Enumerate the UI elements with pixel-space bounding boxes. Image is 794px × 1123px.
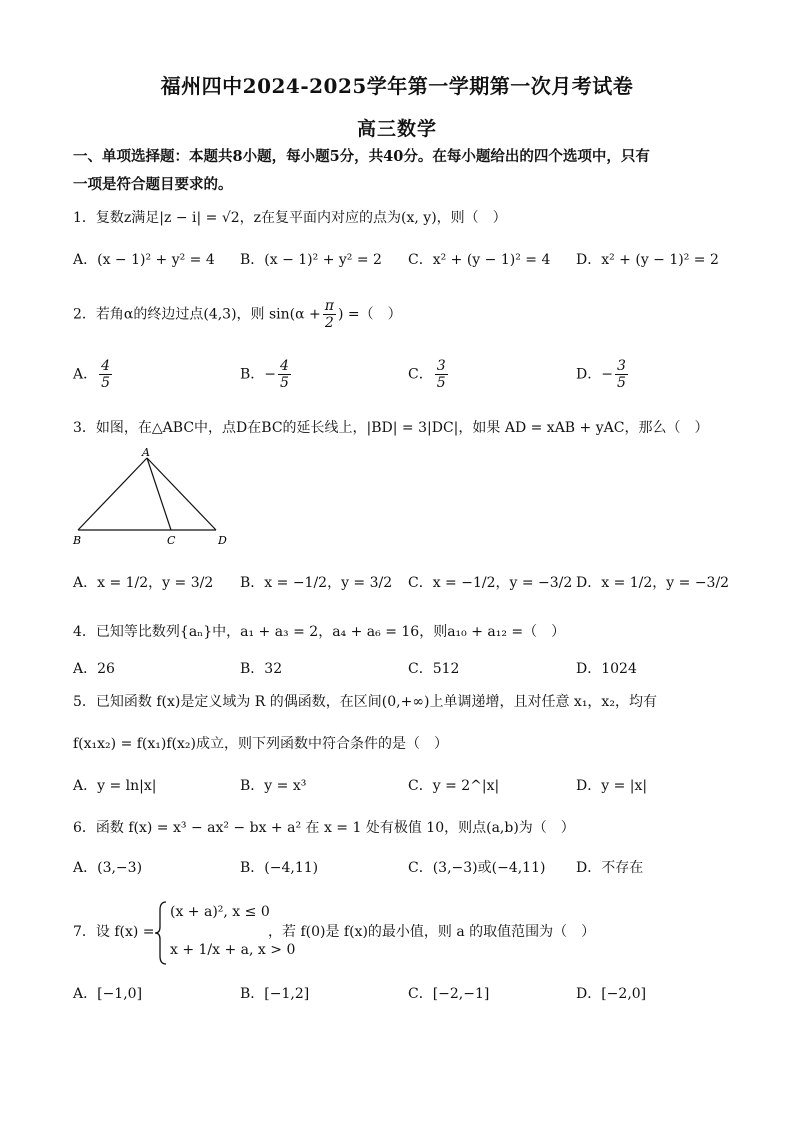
fraction-numerator: 4 bbox=[101, 358, 111, 374]
question-4-stem: 4．已知等比数列{aₙ}中，a₁ + a₃ = 2，a₄ + a₆ = 16，则a₁₀ + a₁₂ =（ ） bbox=[73, 624, 566, 640]
question-4-option-c[interactable]: C．512 bbox=[408, 661, 460, 677]
point-a-label: A bbox=[142, 448, 150, 459]
point-d-label: D bbox=[218, 534, 227, 547]
question-3-option-c[interactable]: C．x = −1/2，y = −3/2 bbox=[408, 575, 573, 591]
fraction-numerator: π bbox=[324, 298, 334, 314]
question-6-option-c[interactable]: C．(3,−3)或(−4,11) bbox=[408, 860, 546, 876]
segment-ad bbox=[147, 458, 216, 530]
section-intro-line2: 一项是符合题目要求的。 bbox=[73, 176, 233, 193]
question-3-option-d[interactable]: D．x = 1/2，y = −3/2 bbox=[576, 575, 730, 591]
question-5-option-d[interactable]: D．y = |x| bbox=[576, 778, 648, 794]
question-1-option-c[interactable]: C．x² + (y − 1)² = 4 bbox=[408, 252, 551, 268]
option-sign: − bbox=[601, 366, 613, 383]
piecewise-brace bbox=[154, 900, 168, 966]
question-7-stem-post: ，若 f(0)是 f(x)的最小值，则 a 的取值范围为（ ） bbox=[268, 924, 596, 940]
question-1-option-b[interactable]: B．(x − 1)² + y² = 2 bbox=[240, 252, 382, 268]
question-1-stem: 1．复数z满足|z − i| = √2，z在复平面内对应的点为(x, y)，则（ ） bbox=[73, 210, 507, 226]
question-1-option-d[interactable]: D．x² + (y − 1)² = 2 bbox=[576, 252, 719, 268]
fraction-numerator: 3 bbox=[436, 358, 446, 374]
question-3-option-a[interactable]: A．x = 1/2，y = 3/2 bbox=[73, 575, 214, 591]
question-7-option-d[interactable]: D．[−2,0] bbox=[576, 986, 647, 1002]
question-5-stem-line2: f(x₁x₂) = f(x₁)f(x₂)成立，则下列函数中符合条件的是（ ） bbox=[73, 736, 448, 752]
question-5-option-a[interactable]: A．y = ln|x| bbox=[73, 778, 157, 794]
fraction-numerator: 4 bbox=[280, 358, 289, 374]
question-2-option-c[interactable] bbox=[408, 358, 450, 391]
question-2-stem-post: ) =（ ） bbox=[337, 306, 402, 323]
question-7-stem-pre: 7．设 f(x) = bbox=[73, 924, 155, 940]
question-6-option-a[interactable]: A．(3,−3) bbox=[73, 860, 143, 876]
question-5-stem-line1: 5．已知函数 f(x)是定义域为 R 的偶函数，在区间(0,+∞)上单调递增，且对任意 x₁，x₂，均有 bbox=[73, 694, 657, 710]
piecewise-case-2: x + 1/x + a, x > 0 bbox=[170, 942, 296, 958]
question-7-option-b[interactable]: B．[−1,2] bbox=[240, 986, 310, 1002]
section-intro bbox=[73, 143, 733, 199]
question-2-option-a[interactable] bbox=[73, 358, 114, 391]
question-2-option-b[interactable] bbox=[240, 358, 293, 391]
question-3-stem: 3．如图，在△ABC中，点D在BC的延长线上，|BD| = 3|DC|，如果 AD = xAB + yAC，那么（ ） bbox=[73, 420, 709, 436]
point-c-label: C bbox=[167, 534, 176, 547]
question-2-fraction bbox=[323, 298, 336, 331]
segment-ac bbox=[147, 458, 171, 530]
question-7-option-a[interactable]: A．[−1,0] bbox=[73, 986, 143, 1002]
option-label: C． bbox=[408, 366, 433, 383]
exam-title: 福州四中2024-2025学年第一学期第一次月考试卷 bbox=[160, 74, 634, 98]
question-7-option-c[interactable]: C．[−2,−1] bbox=[408, 986, 490, 1002]
option-label: A． bbox=[73, 366, 98, 383]
option-sign: − bbox=[264, 366, 277, 383]
question-4-option-a[interactable]: A．26 bbox=[73, 661, 115, 677]
question-3-option-b[interactable]: B．x = −1/2，y = 3/2 bbox=[240, 575, 393, 591]
question-5-option-b[interactable]: B．y = x³ bbox=[240, 778, 307, 794]
piecewise-case-1: (x + a)², x ≤ 0 bbox=[170, 904, 270, 920]
question-2-option-d[interactable] bbox=[576, 358, 630, 391]
question-4-option-b[interactable]: B．32 bbox=[240, 661, 283, 677]
question-2-stem-pre: 2．若角α的终边过点(4,3)，则 sin(α + bbox=[73, 306, 321, 323]
fraction-denominator: 5 bbox=[616, 375, 626, 391]
fraction-denominator: 5 bbox=[436, 375, 446, 391]
option-label: B． bbox=[240, 366, 265, 383]
section-intro-line1: 一、单项选择题：本题共8小题，每小题5分，共40分。在每小题给出的四个选项中，只有 bbox=[73, 148, 650, 165]
segment-ab bbox=[78, 458, 147, 530]
question-6-option-d[interactable]: D．不存在 bbox=[576, 860, 644, 876]
option-fraction bbox=[615, 358, 628, 391]
fraction-denominator: 2 bbox=[324, 315, 334, 331]
fraction-numerator: 3 bbox=[616, 358, 626, 374]
option-fraction bbox=[435, 358, 448, 391]
question-1-option-a[interactable]: A．(x − 1)² + y² = 4 bbox=[73, 252, 215, 268]
triangle-figure bbox=[68, 448, 238, 548]
question-2-stem bbox=[73, 298, 402, 331]
point-b-label: B bbox=[73, 534, 82, 547]
option-label: D． bbox=[576, 366, 602, 383]
question-5-option-c[interactable]: C．y = 2^|x| bbox=[408, 778, 500, 794]
option-fraction bbox=[278, 358, 291, 391]
exam-subject: 高三数学 bbox=[356, 118, 437, 140]
fraction-denominator: 5 bbox=[101, 375, 111, 391]
question-4-option-d[interactable]: D．1024 bbox=[576, 661, 637, 677]
option-fraction bbox=[99, 358, 112, 391]
fraction-denominator: 5 bbox=[280, 375, 289, 391]
question-6-option-b[interactable]: B．(−4,11) bbox=[240, 860, 319, 876]
question-6-stem: 6．函数 f(x) = x³ − ax² − bx + a² 在 x = 1 处有极值 10，则点(a,b)为（ ） bbox=[73, 820, 575, 836]
